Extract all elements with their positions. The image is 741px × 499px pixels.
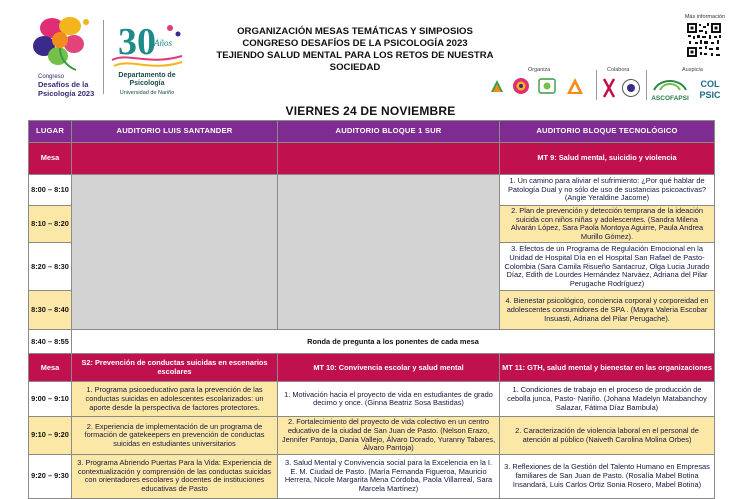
mesa-title-col1: S2: Prevención de conductas suicidas en escenarios escolares — [72, 354, 278, 382]
session-cell: 1. Condiciones de trabajo en el proceso de producción de cebolla junca, Pasto- Nariño. (Johana Madelyn Matabanchoy Salazar, Fátima Díaz Bambula) — [500, 382, 715, 417]
mesa-row — [29, 143, 715, 175]
session-cell: 3. Programa Abriendo Puertas Para la Vida: Experiencia de contextualización y comprensión de las conductas suicidas con orientadores escolares y docentes de instituciones educativas de Pasto — [72, 454, 278, 498]
session-cell: 1. Programa psicoeducativo para la prevención de las conductas suicidas en adolescentes escolarizados: un aporte desde la perspectiva de factores protectores. — [72, 382, 278, 417]
mesa-title-col2 — [278, 143, 500, 175]
mesa-label: Mesa — [29, 143, 72, 175]
session-cell: 1. Motivación hacia el proyecto de vida en estudiantes de grado decimo y once. (Ginna Beatriz Sosa Bastidas) — [278, 382, 500, 417]
header-auditorio-bloque-1-sur: AUDITORIO BLOQUE 1 SUR — [278, 121, 500, 143]
time-slot: 9:10 – 9:20 — [29, 417, 72, 454]
session-cell: 4. Bienestar psicológico, conciencia corporal y corporeidad en adolescentes consumidores de SPA . (Mayra Valeria Escobar Insuasti, Adriana del Pilar Perugache). — [500, 291, 715, 330]
session-cell: 3. Reflexiones de la Gestión del Talento Humano en Empresas familiares de San Juan de Pasto. (Rosalía Mabel Botina Insandará, Luis Carlos Ortiz Sonia Rosero, Mabel Botina) — [500, 454, 715, 498]
empty-slot-col1 — [72, 175, 278, 330]
time-slot: 8:30 – 8:40 — [29, 291, 72, 330]
time-slot: 8:00 – 8:10 — [29, 175, 72, 206]
organiza-label: Organiza — [528, 67, 551, 73]
collaborator-logos-icon — [600, 76, 644, 102]
ascofapsi-label: ASCOFAPSI — [651, 95, 689, 102]
mesa-title-col1 — [72, 143, 278, 175]
logo-divider — [103, 20, 104, 94]
qr-code-icon[interactable] — [686, 22, 722, 58]
header-auditorio-luis-santander: AUDITORIO LUIS SANTANDER — [72, 121, 278, 143]
svg-text:COL: COL — [700, 79, 720, 89]
header-auditorio-bloque-tecnologico: AUDITORIO BLOQUE TECNOLÓGICO — [500, 121, 715, 143]
table-row — [29, 382, 715, 417]
schedule-table — [28, 120, 715, 499]
table-row — [29, 417, 715, 454]
session-cell: 3. Salud Mental y Convivencia social para la Excelencia en la I. E. M. Ciudad de Pasto. (María Fernanda Figueroa, Mauricio Herrera, Nicole Margarita Mena Córdoba, Paola Villarreal, Sara Marcela Martínez) — [278, 454, 500, 498]
time-slot: 8:40 – 8:55 — [29, 330, 72, 354]
time-slot: 9:00 – 9:10 — [29, 382, 72, 417]
table-header-row — [29, 121, 715, 143]
time-slot: 8:20 – 8:30 — [29, 243, 72, 291]
svg-text:PSIC: PSIC — [699, 90, 721, 100]
mesa-title-col2: MT 10: Convivencia escolar y salud mental — [278, 354, 500, 382]
sponsor-divider-2 — [646, 70, 647, 100]
dept-label-line1: Departamento de — [118, 72, 176, 79]
congress-caption-line2: Psicología 2023 — [38, 88, 95, 98]
table-row — [29, 175, 715, 206]
colabora-label: Colabora — [607, 67, 630, 73]
header-lugar: LUGAR — [29, 121, 72, 143]
congress-caption-line1: Desafíos de la — [38, 80, 89, 89]
document-titles — [190, 26, 520, 74]
congress-logo — [30, 12, 100, 110]
mesa-title-col3: MT 11: GTH, salud mental y bienestar en las organizaciones — [500, 354, 715, 382]
congress-caption-small: Congreso — [38, 74, 65, 80]
sponsor-divider-1 — [596, 70, 597, 100]
empty-slot-col2 — [278, 175, 500, 330]
mesa-title-col3: MT 9: Salud mental, suicidio y violencia — [500, 143, 715, 175]
ascofapsi-logo-icon — [650, 76, 690, 102]
flower-logo-icon — [30, 12, 100, 74]
table-row — [29, 454, 715, 498]
session-cell: 2. Caracterización de violencia laboral en el personal de atención al público (Naiveth Carolina Molina Orbes) — [500, 417, 715, 454]
session-cell: 1. Un camino para aliviar el sufrimiento: ¿Por qué hablar de Patología Dual y no sólo de uso de sustancias psicoactivas? (Angie Yeraldine Jacome) — [500, 175, 715, 206]
title-line-3: TEJIENDO SALUD MENTAL PARA LOS RETOS DE NUESTRA SOCIEDAD — [216, 50, 494, 73]
time-slot: 9:20 – 9:30 — [29, 454, 72, 498]
session-cell: 2. Fortalecimiento del proyecto de vida colectivo en un centro educativo de la ciudad de San Juan de Pasto. (Nelson Erazo, Jennifer Pantoja, Dania Vallejo, Álvaro Dorado, Yuranny Tabares, Álvaro Pantoja) — [278, 417, 500, 454]
auspicia-label: Auspicia — [682, 67, 703, 73]
qr-label: Más información — [684, 14, 726, 20]
colpsic-logo-icon — [696, 76, 724, 102]
title-line-1: ORGANIZACIÓN MESAS TEMÁTICAS Y SIMPOSIOS — [237, 26, 473, 37]
department-logo — [108, 16, 186, 98]
years-word: Años — [154, 38, 172, 48]
mesa-label: Mesa — [29, 354, 72, 382]
session-cell: 2. Experiencia de implementación de un programa de formación de gatekeepers en prevención de conductas suicidas en estudiantes universitarios — [72, 417, 278, 454]
title-line-2: CONGRESO DESAFÍOS DE LA PSICOLOGÍA 2023 — [242, 38, 468, 49]
session-cell: 2. Plan de prevención y detección temprana de la ideación suicida con niños niñas y adolescentes. (Sandra Milena Alvarán López, Sara Paola Montoya Aguirre, Paula Andrea Murillo Gómez). — [500, 206, 715, 243]
years-number: 30 — [118, 21, 156, 63]
anniversary-logo-icon — [108, 16, 186, 72]
time-slot: 8:10 – 8:20 — [29, 206, 72, 243]
mesa-row — [29, 354, 715, 382]
day-title: VIERNES 24 DE NOVIEMBRE — [285, 104, 456, 118]
ronda-text: Ronda de pregunta a los ponentes de cada mesa — [72, 330, 715, 354]
ronda-row — [29, 330, 715, 354]
university-label: Universidad de Nariño — [119, 90, 175, 96]
session-cell: 3. Efectos de un Programa de Regulación Emocional en la Unidad de Hospital Día en el Hospital San Rafael de Pasto-Colombia (Sara Camila Risueño Santacruz, Olga Lucia Jurado Díaz, Edith de Lourdes Hernández Narváez, Adriana del Pilar Perugache Rodríguez) — [500, 243, 715, 291]
dept-label-line2: Psicología — [129, 80, 165, 87]
organizer-logos-icon — [487, 76, 597, 102]
